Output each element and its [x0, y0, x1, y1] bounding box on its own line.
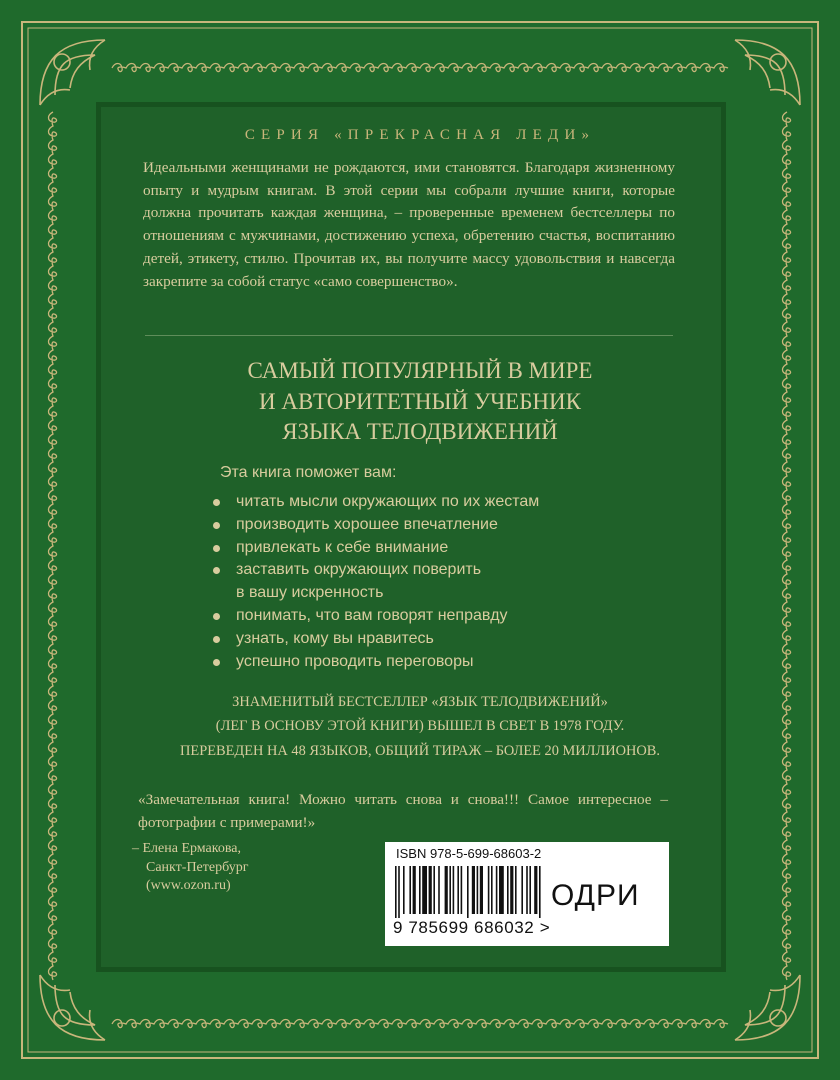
bullet-icon — [213, 659, 220, 666]
bullet-icon — [213, 545, 220, 552]
reader-quote: «Замечательная книга! Можно читать снова и снова!!! Самое интересное – фотографии с примерами!» — [138, 791, 668, 831]
barcode-bar — [539, 866, 541, 918]
barcode-bar — [496, 866, 498, 914]
barcode-bar — [433, 866, 435, 914]
barcode-bar — [507, 866, 509, 914]
barcode-bar — [422, 866, 427, 914]
barcode-bar — [488, 866, 490, 914]
barcode-bar — [395, 866, 397, 918]
barcode-bar — [453, 866, 455, 914]
barcode-bar — [461, 866, 463, 914]
list-item-text: читать мысли окружающих по их жестам — [236, 493, 540, 510]
barcode-bar — [491, 866, 493, 914]
list-item-text: привлекать к себе внимание — [236, 538, 449, 556]
list-item — [213, 514, 539, 537]
corner-flourish-top-right — [735, 40, 800, 105]
corner-flourish-bottom-left — [40, 975, 105, 1040]
bestseller-note — [0, 690, 840, 763]
barcode-bar — [510, 866, 513, 914]
bestseller-line: ЗНАМЕНИТЫЙ БЕСТСЕЛЛЕР «ЯЗЫК ТЕЛОДВИЖЕНИЙ» — [232, 694, 608, 710]
list-item-text: производить хорошее впечатление — [236, 515, 498, 533]
bullet-icon — [213, 613, 220, 620]
scroll-band — [783, 112, 791, 980]
list-item-text: узнать, кому вы нравитесь — [236, 629, 434, 647]
barcode-panel — [385, 842, 669, 946]
bullet-icon — [213, 499, 220, 506]
series-intro-text: Идеальными женщинами не рождаются, ими становятся. Благодаря жизненному опыту и мудрым книгам. В этой серии мы собрали лучшие книги, которые должна прочитать каждая женщина, – проверенные временем бестселлеры по отношениям с мужчинами, достижению успеха, обретению счастья, воспитанию детей, этикету, стилю. Прочитав их, вы получите массу удовольствия и навсегда закрепите за собой статус «само совершенство». — [143, 159, 675, 290]
barcode-bar — [480, 866, 483, 914]
list-item — [213, 559, 539, 605]
barcode-bar — [445, 866, 448, 914]
author-source: (www.ozon.ru) — [146, 878, 231, 893]
benefits-list — [213, 491, 539, 673]
list-item — [213, 651, 539, 674]
barcode-bar — [515, 866, 517, 914]
author-name: – Елена Ермакова, — [132, 841, 242, 856]
barcode-bar — [526, 866, 528, 914]
list-item-text: успешно проводить переговоры — [236, 652, 474, 670]
list-item — [213, 491, 539, 514]
bullet-icon — [213, 522, 220, 529]
barcode-arrow: > — [539, 918, 551, 937]
barcode-bar — [398, 866, 400, 918]
bullet-icon — [213, 636, 220, 643]
barcode-bar — [534, 866, 537, 914]
quote-author — [132, 840, 248, 896]
headline-line: ЯЗЫКА ТЕЛОДВИЖЕНИЙ — [282, 419, 558, 444]
headline — [0, 356, 840, 448]
list-item — [213, 628, 539, 651]
scroll-band — [112, 1020, 728, 1028]
scroll-band — [112, 64, 728, 72]
barcode — [395, 866, 545, 918]
list-item-text: понимать, что вам говорят неправду — [236, 606, 508, 624]
headline-line: И АВТОРИТЕТНЫЙ УЧЕБНИК — [259, 388, 581, 414]
barcode-bar — [457, 866, 459, 914]
barcode-bar — [413, 866, 416, 914]
barcode-bar — [529, 866, 531, 914]
barcode-digits: 9 785699 686032 — [393, 918, 535, 937]
barcode-bar — [472, 866, 475, 914]
barcode-bar — [429, 866, 432, 914]
author-city: Санкт-Петербург — [146, 859, 249, 875]
bullet-icon — [213, 567, 220, 574]
barcode-bar — [499, 866, 504, 914]
bestseller-line: (ЛЕГ В ОСНОВУ ЭТОЙ КНИГИ) ВЫШЕЛ В СВЕТ В 1978 ГОДУ. — [215, 718, 625, 735]
list-item — [213, 537, 539, 560]
list-item-text: заставить окружающих поверить — [236, 561, 482, 579]
barcode-bar — [409, 866, 411, 914]
series-title: СЕРИЯ «ПРЕКРАСНАЯ ЛЕДИ» — [244, 127, 596, 143]
benefits-title: Эта книга поможет вам: — [220, 464, 397, 481]
barcode-bar — [438, 866, 440, 914]
headline-line: САМЫЙ ПОПУЛЯРНЫЙ В МИРЕ — [247, 358, 593, 383]
corner-flourish-bottom-right — [735, 975, 800, 1040]
corner-flourish-top-left — [40, 40, 105, 105]
barcode-bar — [449, 866, 451, 914]
barcode-bar — [477, 866, 479, 914]
barcode-number — [393, 918, 550, 938]
barcode-bar — [467, 866, 469, 918]
barcode-bar — [403, 866, 405, 914]
barcode-bar — [521, 866, 523, 914]
scroll-band — [49, 112, 57, 980]
list-item-text: в вашу искренность — [236, 584, 384, 602]
isbn-label: ISBN 978-5-699-68603-2 — [396, 846, 542, 861]
bestseller-line: ПЕРЕВЕДЕН НА 48 ЯЗЫКОВ, ОБЩИЙ ТИРАЖ – БОЛЕЕ 20 МИЛЛИОНОВ. — [180, 742, 660, 759]
barcode-bar — [419, 866, 421, 914]
divider — [145, 335, 673, 336]
list-item — [213, 605, 539, 628]
publisher-logo: ОДРИ — [551, 879, 640, 912]
